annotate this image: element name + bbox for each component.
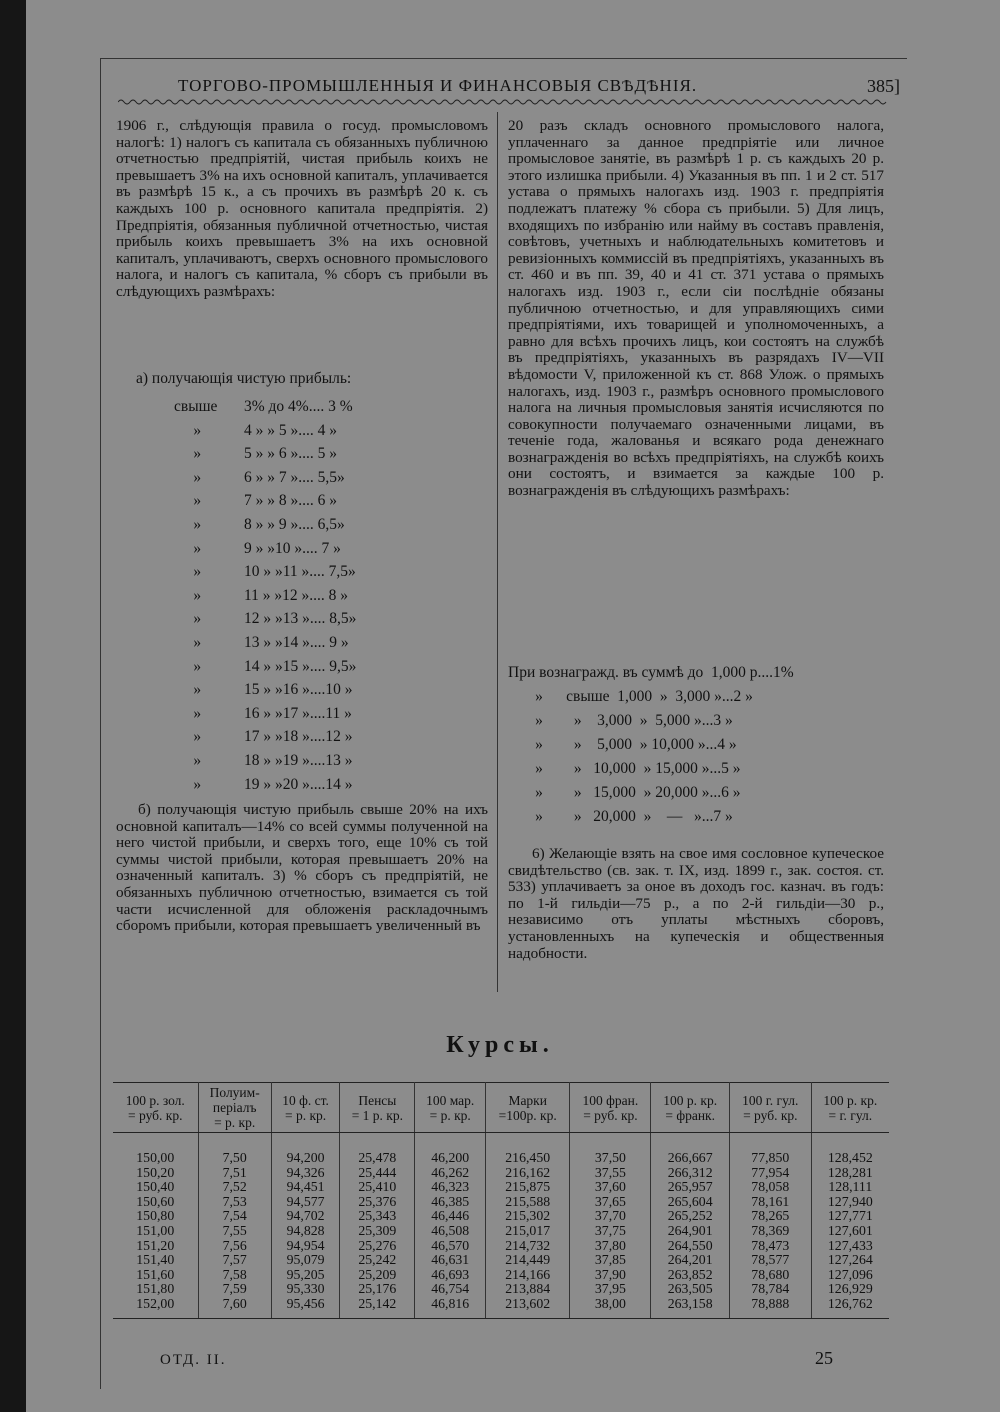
table-cell: 7,50 xyxy=(198,1151,271,1166)
table-cell: 264,901 xyxy=(651,1224,729,1239)
spacer-cell xyxy=(271,1312,340,1319)
rate-row-prefix: » xyxy=(174,563,202,581)
rate-row-value: 4 » » 5 ».... 4 » xyxy=(244,421,337,439)
table-cell: 37,85 xyxy=(570,1253,651,1268)
column-header-line: 10 ф. ст. xyxy=(282,1092,329,1108)
table-cell: 7,60 xyxy=(198,1297,271,1312)
column-header xyxy=(113,1083,198,1133)
spacer-cell xyxy=(486,1133,570,1152)
rate-row-prefix: » xyxy=(174,728,202,746)
rate-row xyxy=(174,563,444,587)
column-header-line: = р. кр. xyxy=(284,1107,327,1123)
exchange-title: Курсы. xyxy=(446,1032,554,1058)
table-cell: 37,95 xyxy=(570,1282,651,1297)
rate-row-prefix: свыше xyxy=(174,398,218,415)
table-cell: 94,200 xyxy=(271,1151,340,1166)
table-cell: 7,51 xyxy=(198,1166,271,1181)
left-paragraph-1: 1906 г., слѣдующія правила о госуд. промысловомъ налогѣ: 1) налогъ съ капитала съ обязанныхъ публичною отчетностью предпріятій, чистая прибыль коихъ не превышаетъ 3% на ихъ основной капиталъ, уплачивается въ размѣрѣ 15 к., а съ прочихъ въ размѣрѣ 20 к. съ каждыхъ 100 р. основного капитала предпріятія. 2) Предпріятія, обязанныя публичной отчетностью, чистая прибыль коихъ превышаетъ 3% на ихъ основной капиталъ, уплачиваютъ, сверхъ основного промыслового налога, и налогъ съ капитала, % сборъ съ прибыли въ слѣдующихъ размѣрахъ: xyxy=(116,117,488,300)
rate-row-value: 17 » »18 »....12 » xyxy=(244,728,353,746)
table-cell: 7,59 xyxy=(198,1282,271,1297)
rate-row-value: 8 » » 9 ».... 6,5» xyxy=(244,515,345,533)
table-bottom-spacer xyxy=(113,1312,889,1319)
column-header-line: 100 мар. xyxy=(426,1092,475,1108)
wavy-rule xyxy=(118,98,888,106)
column-header-line: періалъ xyxy=(212,1100,257,1115)
rate-row xyxy=(174,516,444,540)
rate-row-value: 12 » »13 ».... 8,5» xyxy=(244,610,357,628)
spacer-cell xyxy=(340,1133,415,1152)
rate-row xyxy=(174,422,444,446)
spacer-cell xyxy=(570,1312,651,1319)
table-cell: 94,828 xyxy=(271,1224,340,1239)
table-cell: 37,80 xyxy=(570,1239,651,1254)
table-cell: 7,56 xyxy=(198,1239,271,1254)
table-cell: 25,242 xyxy=(340,1253,415,1268)
table-cell: 151,00 xyxy=(113,1224,198,1239)
table-cell: 46,816 xyxy=(415,1297,486,1312)
rate-row-prefix: » xyxy=(174,657,202,675)
table-cell: 78,888 xyxy=(729,1297,811,1312)
header-title: ТОРГОВО-ПРОМЫШЛЕННЫЯ И ФИНАНСОВЫЯ СВѢДѢНІЯ. xyxy=(178,76,698,95)
table-cell: 78,680 xyxy=(729,1268,811,1283)
rate-row-prefix: » xyxy=(174,775,202,793)
column-header xyxy=(340,1083,415,1133)
rate-row-prefix: » xyxy=(174,445,202,463)
table-cell: 127,771 xyxy=(827,1208,873,1224)
spacer-cell xyxy=(570,1133,651,1152)
spacer-cell xyxy=(811,1133,889,1152)
table-cell: 265,604 xyxy=(651,1195,729,1210)
spacer-cell xyxy=(415,1312,486,1319)
table-cell: 127,433 xyxy=(827,1237,873,1253)
column-header xyxy=(651,1083,729,1133)
table-cell: 151,40 xyxy=(113,1253,198,1268)
rate-row-value: 19 » »20 »....14 » xyxy=(244,775,353,793)
table-cell: 46,754 xyxy=(415,1282,486,1297)
rate-row-value: 15 » »16 »....10 » xyxy=(244,681,353,699)
rate-row-value: 5 » » 6 ».... 5 » xyxy=(244,445,337,463)
table-cell: 94,954 xyxy=(271,1239,340,1254)
table-row xyxy=(113,1297,889,1312)
table-cell: 37,55 xyxy=(570,1166,651,1181)
column-divider xyxy=(497,112,498,992)
right-paragraph-2: 6) Желающіе взять на свое имя сословное купеческое свидѣтельство (св. зак. т. IX, изд. 1899 г., зак. состоя. ст. 533) уплачиваетъ за оное въ доходъ гос. казнач. въ годъ: по 1-й гильдіи—75 р., а по 2-й гильдіи—30 р., независимо отъ уплаты мѣстныхъ сборовъ, установленныхъ на купеческія и общественныя надобности. xyxy=(508,845,884,962)
rate-row-prefix: » xyxy=(174,704,202,722)
table-cell: 95,330 xyxy=(271,1282,340,1297)
table-cell: 128,111 xyxy=(828,1179,873,1195)
column-header-line: Пенсы xyxy=(358,1092,397,1108)
column-header-line: Полуим- xyxy=(209,1085,260,1100)
table-cell: 7,55 xyxy=(198,1224,271,1239)
table-cell: 7,57 xyxy=(198,1253,271,1268)
column-header-line: =100р. кр. xyxy=(498,1107,557,1123)
rates-subheading: а) получающія чистую прибыль: xyxy=(136,370,352,387)
column-header-line: = франк. xyxy=(665,1107,715,1123)
table-cell: 7,54 xyxy=(198,1209,271,1224)
column-header-line: 100 р. кр. xyxy=(823,1092,878,1108)
rate-row xyxy=(174,776,444,800)
rate-row xyxy=(174,540,444,564)
rate-row-value: 6 » » 7 ».... 5,5» xyxy=(244,468,345,486)
column-header-line: = руб. кр. xyxy=(743,1107,798,1123)
table-cell: 95,079 xyxy=(271,1253,340,1268)
table-spacer-row xyxy=(113,1133,889,1152)
spacer-cell xyxy=(486,1312,570,1319)
rate-row-prefix: » xyxy=(174,515,202,533)
rate-row xyxy=(174,752,444,776)
table-cell: 25,209 xyxy=(340,1268,415,1283)
table-cell: 150,20 xyxy=(113,1166,198,1181)
rate-row xyxy=(174,634,444,658)
left-column-text-2 xyxy=(116,802,488,935)
left-column-text xyxy=(116,118,488,301)
spacer-cell xyxy=(340,1312,415,1319)
spacer-cell xyxy=(198,1312,271,1319)
header-page-number: 385] xyxy=(867,76,900,96)
table-cell: 78,784 xyxy=(729,1282,811,1297)
column-header xyxy=(415,1083,486,1133)
schedule-row: При вознагражд. въ суммѣ до 1,000 р....1% xyxy=(508,664,794,681)
rate-row-value: 16 » »17 »....11 » xyxy=(244,704,352,722)
table-cell: 265,957 xyxy=(651,1180,729,1195)
table-cell: 94,577 xyxy=(271,1195,340,1210)
table-cell: 25,376 xyxy=(340,1195,415,1210)
table-cell: 95,205 xyxy=(271,1268,340,1283)
rate-row xyxy=(174,681,444,705)
table-row xyxy=(113,1209,889,1224)
table-cell: 25,478 xyxy=(340,1151,415,1166)
rate-row xyxy=(174,445,444,469)
table-row xyxy=(113,1195,889,1210)
table-cell: 266,312 xyxy=(651,1166,729,1181)
column-header xyxy=(271,1083,340,1133)
table-cell: 263,852 xyxy=(651,1268,729,1283)
table-cell: 38,00 xyxy=(570,1297,651,1312)
rate-row xyxy=(174,610,444,634)
left-paragraph-2: б) получающія чистую прибыль свыше 20% на ихъ основной капиталъ—14% со всей суммы полученной на него чистой прибыли, и сверхъ того, еще 10% съ той суммы чистой прибыли, которая превышаетъ 20% на означенный капиталъ. 3) % сборъ съ предпріятій, не обязанныхъ публичною отчетностью, взимается съ той части исчисленной для обложенія раскладочнымъ сборомъ прибыли, которая превышаетъ увеличенный въ xyxy=(116,801,488,935)
table-cell: 25,142 xyxy=(340,1297,415,1312)
table-cell: 126,929 xyxy=(827,1281,873,1297)
profit-rate-list xyxy=(174,398,444,799)
table-cell: 94,451 xyxy=(271,1180,340,1195)
table-cell: 127,096 xyxy=(827,1266,873,1282)
table-cell: 152,00 xyxy=(113,1297,198,1312)
rate-row-prefix: » xyxy=(174,586,202,604)
rate-row-value: 9 » »10 ».... 7 » xyxy=(244,539,341,557)
rate-row-prefix: » xyxy=(174,492,202,510)
table-row xyxy=(113,1166,889,1181)
table-row xyxy=(113,1239,889,1254)
column-header-line: = г. гул. xyxy=(828,1107,873,1123)
table-cell: 215,302 xyxy=(486,1209,570,1224)
schedule-row: » » 3,000 » 5,000 »...3 » xyxy=(508,712,733,729)
table-cell: 95,456 xyxy=(271,1297,340,1312)
rate-row xyxy=(174,398,444,422)
column-header-line: = руб. кр. xyxy=(128,1107,183,1123)
table-cell: 78,265 xyxy=(729,1209,811,1224)
table-cell: 77,850 xyxy=(729,1151,811,1166)
table-cell: 78,473 xyxy=(729,1239,811,1254)
table-cell: 150,60 xyxy=(113,1195,198,1210)
column-header-line: 100 фран. xyxy=(582,1092,639,1108)
table-row xyxy=(113,1268,889,1283)
table-cell: 263,158 xyxy=(651,1297,729,1312)
table-cell: 215,017 xyxy=(486,1224,570,1239)
rate-row xyxy=(174,587,444,611)
table-header-row xyxy=(113,1083,889,1133)
table-cell: 46,631 xyxy=(415,1253,486,1268)
spacer-cell xyxy=(651,1133,729,1152)
table-cell: 78,058 xyxy=(729,1180,811,1195)
column-header xyxy=(729,1083,811,1133)
schedule-row: » » 15,000 » 20,000 »...6 » xyxy=(508,784,741,801)
table-cell: 265,252 xyxy=(651,1209,729,1224)
table-cell: 151,20 xyxy=(113,1239,198,1254)
column-header-line: 100 р. зол. xyxy=(125,1092,185,1108)
table-cell: 37,65 xyxy=(570,1195,651,1210)
right-paragraph-1: 20 разъ складъ основного промыслового налога, уплаченнаго за данное предпріятіе или личное промысловое занятіе, въ размѣрѣ 1 р. съ каждыхъ 20 р. этого излишка прибыли. 4) Указанныя въ пп. 1 и 2 ст. 517 устава о прямыхъ налогахъ изд. 1903 г. предпріятія подлежатъ платежу % сбора съ прибыли. 5) Для лицъ, входящихъ по избранію или найму въ составъ правленія, совѣтовъ, учетныхъ и наблюдательныхъ комитетовъ и ревизіонныхъ коммиссій въ предпріятіяхъ, указанныхъ въ ст. 460 и въ пп. 39, 40 и 41 ст. 371 устава о прямыхъ налогахъ изд. 1903 г., если сіи послѣдніе обязаны публичною отчетностью, и для управляющихъ сими предпріятіями, ихъ товарищей и уполномоченныхъ, а равно для всѣхъ прочихъ лицъ, кои состоятъ на службѣ въ предпріятіяхъ, указанныхъ въ разрядахъ IV—VII вѣдомости V, приложенной къ ст. 868 Улож. о прямыхъ налогахъ, изд. 1903 г., размѣръ основного промыслового налога на личныя промысловыя занятія исчисляются по совокупности получаемаго означенными лицами, въ теченіе года, жалованья и всякаго рода денежнаго вознагражденія во всѣхъ предпріятіяхъ, на службѣ коихъ они состоятъ, и взимается за каждые 100 р. вознагражденія въ слѣдующихъ размѣрахъ: xyxy=(508,117,884,500)
table-cell: 46,446 xyxy=(415,1209,486,1224)
column-header-line: = р. кр. xyxy=(429,1107,471,1123)
column-header-line: = руб. кр. xyxy=(583,1107,638,1123)
exchange-rate-table xyxy=(113,1082,889,1319)
table-cell: 128,452 xyxy=(827,1150,873,1165)
spacer-cell xyxy=(729,1312,811,1319)
column-header xyxy=(570,1083,651,1133)
table-cell: 25,444 xyxy=(340,1166,415,1181)
table-cell: 264,201 xyxy=(651,1253,729,1268)
rate-row-value: 18 » »19 »....13 » xyxy=(244,751,353,769)
remuneration-schedule xyxy=(508,664,888,832)
table-row xyxy=(113,1282,889,1297)
table-row xyxy=(113,1253,889,1268)
table-cell: 150,00 xyxy=(113,1151,198,1166)
table-cell: 263,505 xyxy=(651,1282,729,1297)
table-cell: 151,80 xyxy=(113,1282,198,1297)
column-header xyxy=(198,1083,271,1133)
right-column-text xyxy=(508,118,884,500)
spacer-cell xyxy=(651,1312,729,1319)
table-cell: 46,323 xyxy=(415,1180,486,1195)
schedule-row: » » 10,000 » 15,000 »...5 » xyxy=(508,760,741,777)
table-cell: 151,60 xyxy=(113,1268,198,1283)
column-header xyxy=(811,1083,889,1133)
table-cell: 216,450 xyxy=(486,1151,570,1166)
rate-row-prefix: » xyxy=(174,539,202,557)
table-cell: 127,601 xyxy=(827,1222,873,1238)
column-header-line: 100 р. кр. xyxy=(663,1092,718,1108)
column-header-line: 100 г. гул. xyxy=(742,1092,799,1108)
table-cell: 25,309 xyxy=(340,1224,415,1239)
rate-row-value: 10 » »11 ».... 7,5» xyxy=(244,563,356,581)
table-cell: 213,602 xyxy=(486,1297,570,1312)
rate-row-value: 7 » » 8 ».... 6 » xyxy=(244,492,337,510)
rate-row-prefix: » xyxy=(174,681,202,699)
rate-row xyxy=(174,728,444,752)
table-cell: 25,276 xyxy=(340,1239,415,1254)
schedule-row: » » 5,000 » 10,000 »...4 » xyxy=(508,736,737,753)
table-cell: 94,702 xyxy=(271,1209,340,1224)
column-header-line: = р. кр. xyxy=(214,1115,256,1130)
table-cell: 37,60 xyxy=(570,1180,651,1195)
table-row xyxy=(113,1180,889,1195)
table-cell: 266,667 xyxy=(651,1151,729,1166)
column-header-line: Марки xyxy=(508,1092,547,1108)
table-cell: 213,884 xyxy=(486,1282,570,1297)
table-cell: 37,70 xyxy=(570,1209,651,1224)
table-cell: 46,570 xyxy=(415,1239,486,1254)
schedule-row: » » 20,000 » — »...7 » xyxy=(508,808,733,825)
rate-row xyxy=(174,469,444,493)
rate-row-value: 11 » »12 ».... 8 » xyxy=(244,586,349,604)
table-cell: 46,693 xyxy=(415,1268,486,1283)
table-cell: 264,550 xyxy=(651,1239,729,1254)
scan-edge xyxy=(0,0,26,1412)
rate-row-value: 14 » »15 ».... 9,5» xyxy=(244,657,357,675)
table-cell: 214,732 xyxy=(486,1239,570,1254)
footer-section: ОТД. II. xyxy=(160,1352,227,1368)
rate-row-prefix: » xyxy=(174,633,202,651)
table-cell: 78,369 xyxy=(729,1224,811,1239)
rate-row-value: 3% до 4%.... 3 % xyxy=(244,398,353,415)
spacer-cell xyxy=(113,1312,198,1319)
rate-row-value: 13 » »14 ».... 9 » xyxy=(244,633,349,651)
table-cell: 46,385 xyxy=(415,1195,486,1210)
table-cell: 78,161 xyxy=(729,1195,811,1210)
table-cell: 46,508 xyxy=(415,1224,486,1239)
table-cell: 127,264 xyxy=(827,1252,873,1268)
rate-row-prefix: » xyxy=(174,421,202,439)
rate-row-prefix: » xyxy=(174,468,202,486)
spacer-cell xyxy=(113,1133,198,1152)
rate-row-prefix: » xyxy=(174,610,202,628)
rate-row-prefix: » xyxy=(174,751,202,769)
spacer-cell xyxy=(811,1312,889,1319)
table-cell: 127,940 xyxy=(827,1193,873,1209)
table-cell: 37,90 xyxy=(570,1268,651,1283)
table-cell: 214,449 xyxy=(486,1253,570,1268)
table-cell: 214,166 xyxy=(486,1268,570,1283)
schedule-row: » свыше 1,000 » 3,000 »...2 » xyxy=(508,688,753,705)
rate-row xyxy=(174,492,444,516)
table-cell: 126,762 xyxy=(827,1295,873,1311)
table-cell: 94,326 xyxy=(271,1166,340,1181)
table-cell: 46,262 xyxy=(415,1166,486,1181)
rate-row xyxy=(174,705,444,729)
table-cell: 25,410 xyxy=(340,1180,415,1195)
table-cell: 37,75 xyxy=(570,1224,651,1239)
table-cell: 46,200 xyxy=(415,1151,486,1166)
spacer-cell xyxy=(198,1133,271,1152)
table-row xyxy=(113,1224,889,1239)
table-cell: 37,50 xyxy=(570,1151,651,1166)
table-cell: 7,52 xyxy=(198,1180,271,1195)
table-cell: 78,577 xyxy=(729,1253,811,1268)
table-cell: 150,80 xyxy=(113,1209,198,1224)
spacer-cell xyxy=(415,1133,486,1152)
table-cell: 7,58 xyxy=(198,1268,271,1283)
table-cell: 25,343 xyxy=(340,1209,415,1224)
table-cell: 216,162 xyxy=(486,1166,570,1181)
rate-row xyxy=(174,658,444,682)
spacer-cell xyxy=(271,1133,340,1152)
table-cell: 150,40 xyxy=(113,1180,198,1195)
table-cell: 128,281 xyxy=(827,1164,873,1180)
table-cell: 77,954 xyxy=(729,1166,811,1181)
table-cell: 215,875 xyxy=(486,1180,570,1195)
table-cell: 215,588 xyxy=(486,1195,570,1210)
spacer-cell xyxy=(729,1133,811,1152)
table-cell: 7,53 xyxy=(198,1195,271,1210)
table-cell: 25,176 xyxy=(340,1282,415,1297)
column-header xyxy=(486,1083,570,1133)
column-header-line: = 1 р. кр. xyxy=(351,1107,403,1123)
table-row xyxy=(113,1151,889,1166)
footer-page-number: 25 xyxy=(815,1348,833,1368)
